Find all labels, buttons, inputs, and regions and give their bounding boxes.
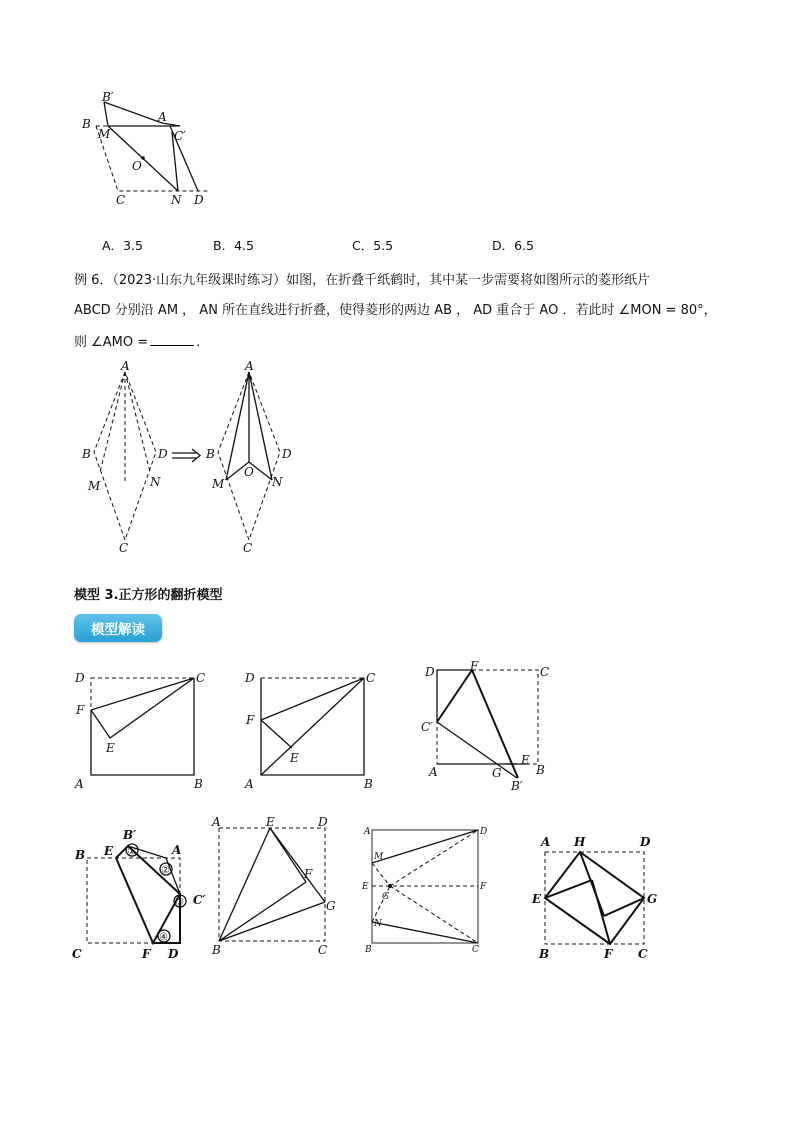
label-N: N bbox=[171, 193, 182, 207]
label-M: M bbox=[374, 852, 384, 862]
circle-1: ① bbox=[127, 846, 136, 857]
option-a[interactable]: A．3.5 bbox=[102, 238, 143, 253]
label-G: G bbox=[326, 899, 336, 913]
label-D: D bbox=[480, 827, 488, 837]
label-N: N bbox=[272, 475, 283, 489]
label-F: F bbox=[142, 947, 151, 961]
square-fold-figure-6 bbox=[360, 822, 500, 954]
label-F: F bbox=[470, 659, 479, 673]
label-B: B bbox=[206, 447, 215, 461]
square-fold-figure-2 bbox=[240, 668, 390, 790]
label-D: D bbox=[158, 447, 168, 461]
label-F: F bbox=[76, 703, 85, 717]
option-b[interactable]: B．4.5 bbox=[213, 238, 254, 253]
label-C-prime: C′ bbox=[193, 893, 206, 907]
label-C: C bbox=[540, 665, 550, 679]
label-A: A bbox=[364, 827, 371, 837]
label-C-prime: C′ bbox=[174, 129, 186, 143]
answer-blank[interactable] bbox=[150, 335, 194, 346]
label-B: B bbox=[536, 763, 545, 777]
label-E: E bbox=[266, 815, 275, 829]
circle-3: ③ bbox=[175, 897, 184, 908]
label-B: B bbox=[539, 947, 550, 961]
label-M: M bbox=[212, 477, 225, 491]
label-A: A bbox=[121, 359, 130, 373]
label-C: C bbox=[116, 193, 126, 207]
label-C: C bbox=[196, 671, 206, 685]
label-F: F bbox=[304, 867, 313, 881]
option-d[interactable]: D．6.5 bbox=[492, 238, 535, 253]
model-explanation-badge: 模型解读 bbox=[74, 614, 162, 642]
label-C: C bbox=[638, 947, 648, 961]
label-D: D bbox=[245, 671, 255, 685]
circle-2: ② bbox=[161, 865, 170, 876]
option-c[interactable]: C．5.5 bbox=[352, 238, 394, 253]
label-B-prime: B′ bbox=[123, 828, 137, 842]
label-C: C bbox=[366, 671, 376, 685]
example6-line2: ABCD 分别沿 AM ， AN 所在直线进行折叠，使得菱形的两边 AB ， AD 重合于 AO ．若此时 ∠MON = 80°， bbox=[74, 303, 717, 318]
label-F: F bbox=[480, 882, 487, 892]
label-E: E bbox=[290, 751, 299, 765]
section-heading: 模型 3.正方形的翻折模型 bbox=[74, 588, 223, 603]
label-M: M bbox=[98, 127, 111, 141]
example6-line3: 则 ∠AMO = . bbox=[74, 335, 201, 350]
label-C-prime: C′ bbox=[421, 720, 433, 734]
square-fold-figure-1 bbox=[70, 668, 220, 790]
label-D: D bbox=[282, 447, 292, 461]
label-C: C bbox=[318, 943, 328, 957]
label-A: A bbox=[158, 110, 167, 124]
label-E: E bbox=[106, 741, 115, 755]
label-N: N bbox=[374, 919, 382, 929]
square-fold-figure-4 bbox=[70, 824, 220, 964]
label-B: B bbox=[212, 943, 221, 957]
label-E: E bbox=[362, 882, 369, 892]
label-A: A bbox=[212, 815, 221, 829]
label-A: A bbox=[429, 765, 438, 779]
label-D: D bbox=[425, 665, 435, 679]
square-fold-figure-5 bbox=[208, 814, 348, 960]
label-N: N bbox=[150, 475, 161, 489]
label-B: B bbox=[194, 777, 203, 791]
label-E: E bbox=[521, 753, 530, 767]
label-O: O bbox=[132, 159, 142, 173]
label-G: G bbox=[647, 892, 658, 906]
label-B: B bbox=[82, 447, 91, 461]
square-fold-figure-7 bbox=[528, 832, 668, 960]
label-M: M bbox=[88, 479, 101, 493]
figure-rhombus-fold bbox=[80, 359, 310, 555]
label-D: D bbox=[75, 671, 85, 685]
label-A: A bbox=[172, 843, 182, 857]
label-C: C bbox=[119, 541, 129, 555]
label-G: G bbox=[492, 766, 502, 780]
label-A: A bbox=[245, 777, 254, 791]
label-C: C bbox=[243, 541, 253, 555]
label-D: D bbox=[194, 193, 204, 207]
label-C: C bbox=[472, 945, 479, 955]
label-D: D bbox=[640, 835, 651, 849]
label-B-prime: B′ bbox=[511, 779, 523, 793]
label-B: B bbox=[82, 117, 91, 131]
example6-line1: 例 6．（2023·山东九年级课时练习）如图，在折叠千纸鹤时，其中某一步需要将如图所示的菱形纸片 bbox=[74, 273, 651, 288]
label-F: F bbox=[604, 947, 613, 961]
label-O: O bbox=[244, 465, 254, 479]
label-D: D bbox=[168, 947, 179, 961]
label-E: E bbox=[532, 892, 542, 906]
label-A: A bbox=[245, 359, 254, 373]
label-H: H bbox=[574, 835, 586, 849]
figure-parallelogram-fold bbox=[80, 90, 220, 207]
label-G: G bbox=[382, 892, 390, 902]
label-C: C bbox=[72, 947, 82, 961]
label-F: F bbox=[246, 713, 255, 727]
label-A: A bbox=[75, 777, 84, 791]
label-E: E bbox=[104, 844, 114, 858]
label-D: D bbox=[318, 815, 328, 829]
label-A: A bbox=[541, 835, 551, 849]
square-fold-figure-3 bbox=[420, 660, 570, 794]
label-B: B bbox=[75, 848, 86, 862]
label-B: B bbox=[365, 945, 372, 955]
label-B: B bbox=[364, 777, 373, 791]
label-B-prime: B′ bbox=[102, 90, 114, 104]
circle-4: ④ bbox=[159, 932, 168, 943]
